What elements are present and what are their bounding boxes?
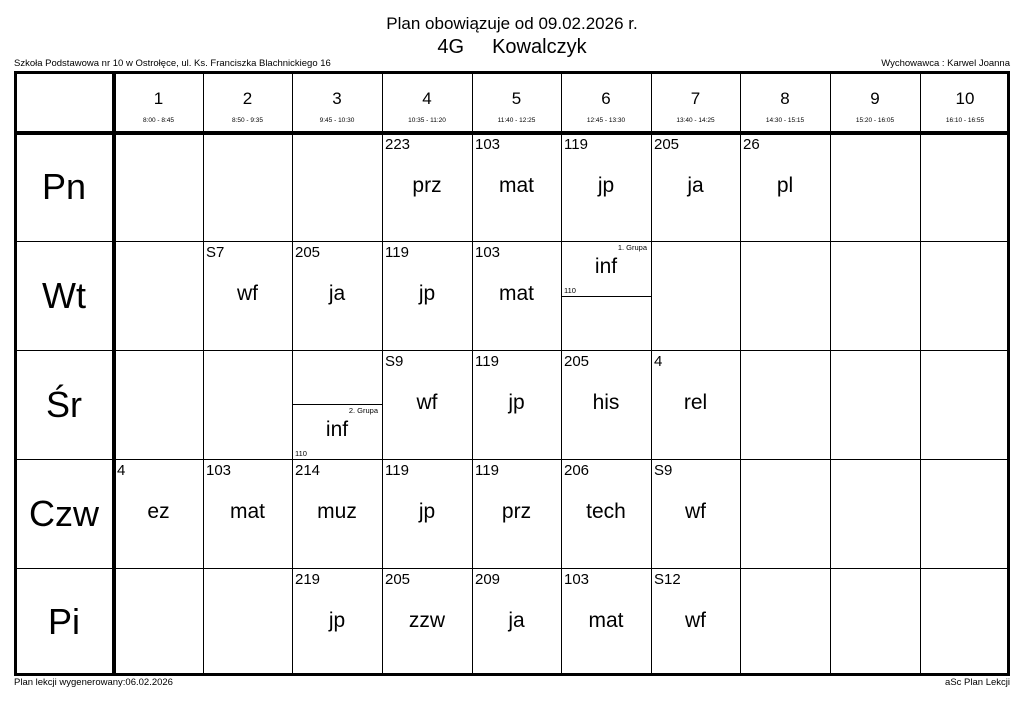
room-number: 103 [475,244,501,261]
lesson-cell [114,459,203,568]
grid-line [920,71,921,676]
period-header [651,71,740,133]
subject-label: inf [594,255,618,278]
subject-label: tech [586,500,626,523]
room-number: 205 [295,244,321,261]
grid-line [203,71,204,676]
subject-label: mat [588,609,624,632]
subject-label: zzw [408,609,446,632]
subject-label: inf [325,418,349,441]
period-number: 3 [332,89,342,108]
period-number: 10 [955,89,975,108]
subject-label: mat [498,282,534,305]
period-number: 2 [242,89,253,108]
room-number: S12 [654,571,681,588]
lesson-cell [561,350,651,459]
grid-line [14,131,1010,135]
period-header [114,71,203,133]
lesson-cell [561,241,651,350]
lesson-cell [292,568,382,676]
period-number: 1 [153,89,164,108]
grid-line [112,71,116,676]
subject-label: wf [685,609,706,632]
homeroom-teacher: Wychowawca : Karwel Joanna [881,58,1010,69]
period-time: 10:35 - 11:20 [408,117,446,124]
period-time: 15:20 - 16:05 [855,117,895,124]
grid-line [830,71,831,676]
room-number: 103 [206,462,232,479]
room-number: 110 [295,449,307,458]
room-number: 205 [385,571,411,588]
group-divider [292,404,382,405]
grid-line [561,71,562,676]
room-number: 205 [564,353,590,370]
grid-line [14,71,1010,74]
subject-label: rel [683,391,708,414]
period-number: 5 [511,89,522,108]
group-label: 1. Grupa [617,243,647,252]
lesson-cell [382,350,472,459]
room-number: S7 [206,244,225,261]
plan-validity-title: Plan obowiązuje od 09.02.2026 r. [386,14,638,33]
lesson-cell [561,133,651,241]
day-label: Pn [41,166,87,207]
lesson-cell [561,459,651,568]
subject-label: ja [687,174,704,197]
lesson-cell [651,459,740,568]
room-number: 119 [385,462,409,479]
period-time: 9:45 - 10:30 [319,117,355,124]
lesson-cell [472,133,561,241]
group-lesson [561,241,651,296]
period-header [561,71,651,133]
lesson-cell [740,133,830,241]
grid-line [740,71,741,676]
lesson-cell [472,568,561,676]
period-time: 12:45 - 13:30 [586,117,626,124]
period-time: 8:00 - 8:45 [142,117,175,124]
period-number: 8 [780,89,790,108]
subject-label: mat [498,174,534,197]
group-label: 2. Grupa [348,406,378,415]
room-number: 205 [654,136,680,153]
room-number: 110 [564,286,576,295]
subject-label: jp [328,609,346,632]
lesson-cell [203,459,292,568]
generated-date: Plan lekcji wygenerowany:06.02.2026 [14,677,173,688]
room-number: 209 [475,571,501,588]
lesson-cell [292,459,382,568]
room-number: 119 [385,244,409,261]
grid-line [472,71,473,676]
period-number: 9 [870,89,880,108]
grid-line [14,350,1010,351]
room-number: 119 [475,462,499,479]
subject-label: wf [237,282,258,305]
group-lesson [292,404,382,459]
lesson-cell [382,459,472,568]
room-number: 4 [654,353,663,370]
lesson-cell [472,241,561,350]
period-header [203,71,292,133]
subject-label: ez [147,500,170,523]
grid-line [14,241,1010,242]
period-header [382,71,472,133]
grid-line [382,71,383,676]
subject-label: jp [508,391,525,414]
lesson-cell [472,459,561,568]
period-time: 14:30 - 15:15 [765,117,805,124]
room-number: 214 [295,462,321,479]
lesson-cell [292,350,382,459]
room-number: 103 [564,571,590,588]
subject-label: wf [416,391,438,414]
grid-line [651,71,652,676]
group-divider [561,296,651,297]
grid-line [292,71,293,676]
room-number: 206 [564,462,590,479]
period-header [292,71,382,133]
lesson-cell [382,241,472,350]
room-number: 219 [295,571,321,588]
subject-label: pl [776,174,794,197]
period-time: 16:10 - 16:55 [945,117,985,124]
lesson-cell [203,241,292,350]
room-number: 26 [743,136,760,153]
subject-label: ja [328,282,346,305]
subject-label: wf [685,500,706,523]
day-label: Pi [47,601,80,642]
timetable-grid [14,71,1010,676]
class-header [0,35,1024,59]
room-number: S9 [385,353,404,370]
room-number: 4 [117,462,126,479]
day-label: Wt [42,274,86,316]
lesson-cell [382,568,472,676]
period-header [740,71,830,133]
period-time: 13:40 - 14:25 [676,117,715,124]
lesson-cell [651,350,740,459]
software-name: aSc Plan Lekcji [945,677,1010,688]
period-header [472,71,561,133]
grid-line [14,673,1010,676]
grid-line [14,71,17,676]
subject-label: mat [229,500,265,523]
day-label: Czw [29,492,99,534]
class-name: 4G [437,36,465,58]
period-header [830,71,920,133]
period-number: 6 [601,89,611,108]
lesson-cell [561,568,651,676]
period-time: 11:40 - 12:25 [497,117,536,124]
grid-line [14,459,1010,460]
class-teacher-name: Kowalczyk [492,36,587,58]
school-name: Szkoła Podstawowa nr 10 w Ostrołęce, ul. Ks. Franciszka Blachnickiego 16 [14,58,331,69]
subject-label: prz [501,500,532,523]
subject-label: his [592,391,620,414]
lesson-cell [382,133,472,241]
grid-line [14,568,1010,569]
period-number: 4 [422,89,432,108]
room-number: S9 [654,462,673,479]
grid-line [1007,71,1010,676]
period-number: 7 [690,89,701,108]
period-header [920,71,1010,133]
subject-label: prz [412,174,442,197]
room-number: 103 [475,136,501,153]
subject-label: jp [597,174,615,197]
lesson-cell [292,241,382,350]
subject-label: ja [508,609,525,632]
lesson-cell [651,568,740,676]
subject-label: jp [418,282,436,305]
lesson-cell [472,350,561,459]
subject-label: jp [418,500,436,523]
period-time: 8:50 - 9:35 [231,117,264,124]
room-number: 119 [475,353,499,370]
lesson-cell [651,133,740,241]
subject-label: muz [317,500,357,523]
room-number: 223 [385,136,411,153]
day-label: Śr [46,383,82,425]
room-number: 119 [564,136,588,153]
